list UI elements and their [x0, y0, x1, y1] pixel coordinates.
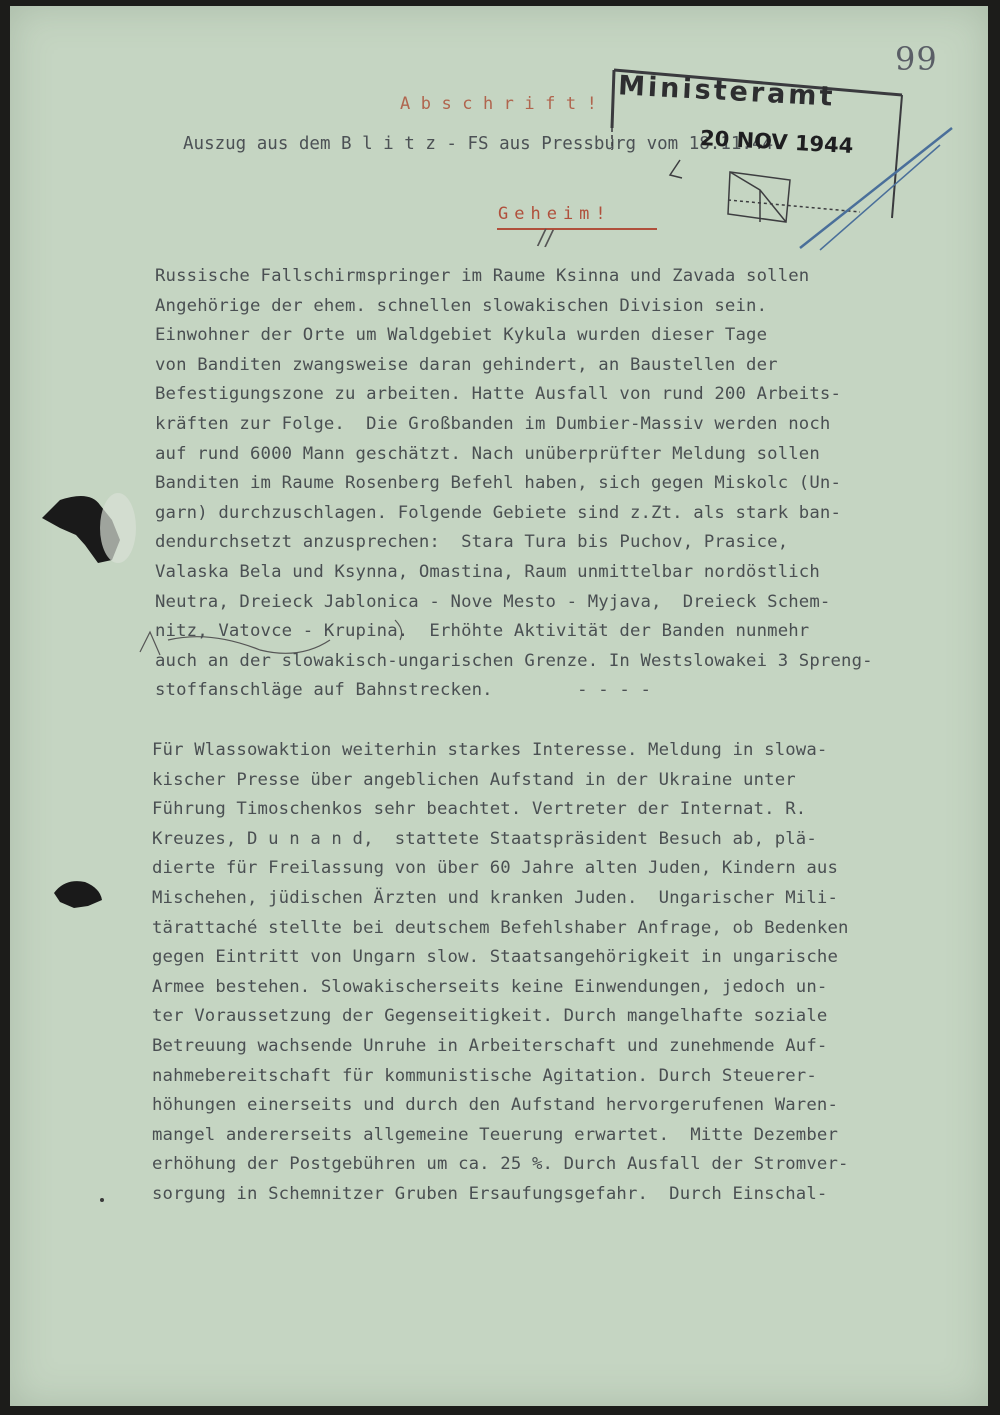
body-paragraph-2: Für Wlassowaktion weiterhin starkes Interesse. Meldung in slowa- kischer Presse über angeblichen Aufstand in der Ukraine unter Führung Timoschenkos sehr beachtet. Vertreter der Internat. R. Kreuzes, D u n a n d, stattete Staatspräsident Besuch ab, plä- dierte für Freilassung von über 60 Jahre alten Juden, Kindern aus Mischehen, jüdischen Ärzten und kranken Juden. Ungarischer Mili- tärattaché stellte bei deutschem Befehlshaber Anfrage, ob Bedenken gegen Eintritt von Ungarn slow. Staatsangehörigkeit in ungarische Armee bestehen. Slowakischerseits keine Einwendungen, jedoch un- ter Voraussetzung der Gegenseitigkeit. Durch mangelhafte soziale Betreuung wachsende Unruhe in Arbeiterschaft und zunehmende Auf- nahmebereitschaft für kommunistische Agitation. Durch Steuerer- höhungen einerseits und durch den Aufstand hervorgerufenen Waren- mangel andererseits allgemeine Teuerung erwartet. Mitte Dezember erhöhung der Postgebühren um ca. 25 %. Durch Ausfall der Stromver- sorgung in Schemnitzer Gruben Ersaufungsgefahr. Durch Einschal-: [152, 740, 849, 1204]
pencil-mark: //: [536, 225, 555, 252]
document-subtitle: Auszug aus dem B l i t z - FS aus Pressburg vom 18.11.44: [183, 134, 774, 154]
header-title: Abschrift!: [400, 94, 608, 114]
binder-hole-top: [42, 493, 136, 563]
classification-mark: Geheim!: [498, 204, 612, 224]
folio-number: 99: [895, 40, 938, 78]
body-paragraph-1: Russische Fallschirmspringer im Raume Ksinna und Zavada sollen Angehörige der ehem. schnellen slowakischen Division sein. Einwohner der Orte um Waldgebiet Kykula wurden dieser Tage von Banditen zwangsweise daran gehindert, an Baustellen der Befestigungszone zu arbeiten. Hatte Ausfall von rund 200 Arbeits- kräften zur Folge. Die Großbanden im Dumbier-Massiv werden noch auf rund 6000 Mann geschätzt. Nach unüberprüfter Meldung sollen Banditen im Raume Rosenberg Befehl haben, sich gegen Miskolc (Un- garn) durchzuschlagen. Folgende Gebiete sind z.Zt. als stark ban- dendurchsetzt anzusprechen: Stara Tura bis Puchov, Prasice, Valaska Bela und Ksynna, Omastina, Raum unmittelbar nordöstlich Neutra, Dreieck Jablonica - Nove Mesto - Myjava, Dreieck Schem- nitz, Vatovce - Krupina. Erhöhte Aktivität der Banden nunmehr auch an der slowakisch-ungarischen Grenze. In Westslowakei 3 Spreng- stoffanschläge auf Bahnstrecken. - - - -: [155, 266, 873, 701]
stamp-label: Ministeramt: [617, 70, 837, 113]
stamp-handwriting: [670, 160, 860, 222]
stamp-date: 20 NOV 1944: [699, 126, 854, 158]
binder-hole-bottom: [54, 881, 102, 908]
ink-dot: [100, 1198, 104, 1202]
